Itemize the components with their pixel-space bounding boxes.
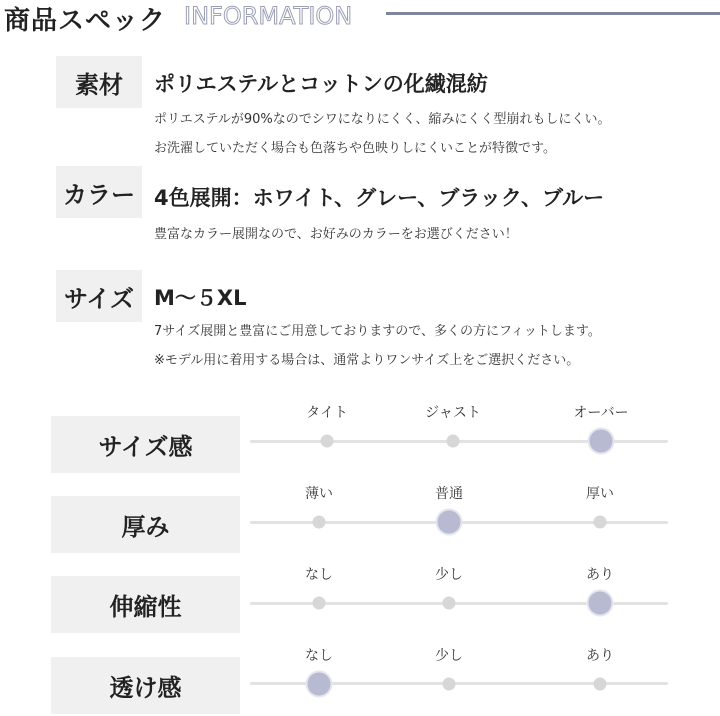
rating-sheerness-dot-2 [443, 678, 456, 691]
rating-fit-dot-3-selected [590, 430, 613, 453]
spec-line-size-2: ※モデル用に着用する場合は、通常よりワンサイズ上をご選択ください。 [154, 353, 580, 368]
rating-sheerness-dot-3 [594, 678, 607, 691]
header-divider [386, 12, 720, 15]
spec-label-size: サイズ [56, 270, 142, 322]
rating-stretch-option-3: あり [586, 567, 614, 583]
spec-line-size-1: 7サイズ展開と豊富にご用意しておりますので、多くの方にフィットします。 [154, 324, 601, 339]
rating-label-stretch: 伸縮性 [51, 576, 240, 633]
spec-heading-material: ポリエステルとコットンの化繊混紡 [154, 72, 488, 96]
spec-label-material: 素材 [56, 56, 142, 108]
spec-label-color: カラー [56, 166, 142, 218]
page-subtitle: INFORMATION [184, 2, 353, 30]
rating-fit-option-2: ジャスト [425, 405, 481, 421]
rating-label-fit: サイズ感 [51, 416, 240, 473]
spec-heading-size: M〜５XL [154, 286, 247, 310]
spec-line-color-1: 豊富なカラー展開なので、お好みのカラーをお選びください！ [154, 227, 518, 242]
rating-thickness-dot-2-selected [438, 511, 461, 534]
rating-label-thickness: 厚み [51, 496, 240, 553]
rating-stretch-dot-2 [443, 597, 456, 610]
rating-fit-dot-2 [447, 435, 460, 448]
rating-stretch-option-1: なし [305, 567, 333, 583]
spec-line-material-2: お洗濯していただく場合も色落ちや色映りしにくいことが特徴です。 [154, 141, 556, 156]
spec-heading-color: 4色展開：ホワイト、グレー、ブラック、ブルー [154, 186, 605, 210]
rating-thickness-option-2: 普通 [435, 486, 463, 502]
rating-sheerness-option-3: あり [586, 648, 614, 664]
rating-fit-option-1: タイト [306, 405, 348, 421]
rating-stretch-option-2: 少し [435, 567, 463, 583]
rating-thickness-option-1: 薄い [305, 486, 333, 502]
rating-fit-option-3: オーバー [573, 405, 629, 421]
rating-thickness-option-3: 厚い [586, 486, 614, 502]
rating-label-sheerness: 透け感 [51, 657, 240, 714]
rating-sheerness-option-2: 少し [435, 648, 463, 664]
rating-fit-dot-1 [321, 435, 334, 448]
rating-thickness-dot-3 [594, 516, 607, 529]
page-title: 商品スペック [4, 6, 167, 36]
rating-sheerness-dot-1-selected [308, 673, 331, 696]
rating-thickness-dot-1 [313, 516, 326, 529]
rating-sheerness-option-1: なし [305, 648, 333, 664]
spec-line-material-1: ポリエステルが90%なのでシワになりにくく、縮みにくく型崩れもしにくい。 [154, 112, 611, 127]
rating-stretch-dot-1 [313, 597, 326, 610]
rating-stretch-dot-3-selected [589, 592, 612, 615]
page-header [0, 0, 720, 34]
